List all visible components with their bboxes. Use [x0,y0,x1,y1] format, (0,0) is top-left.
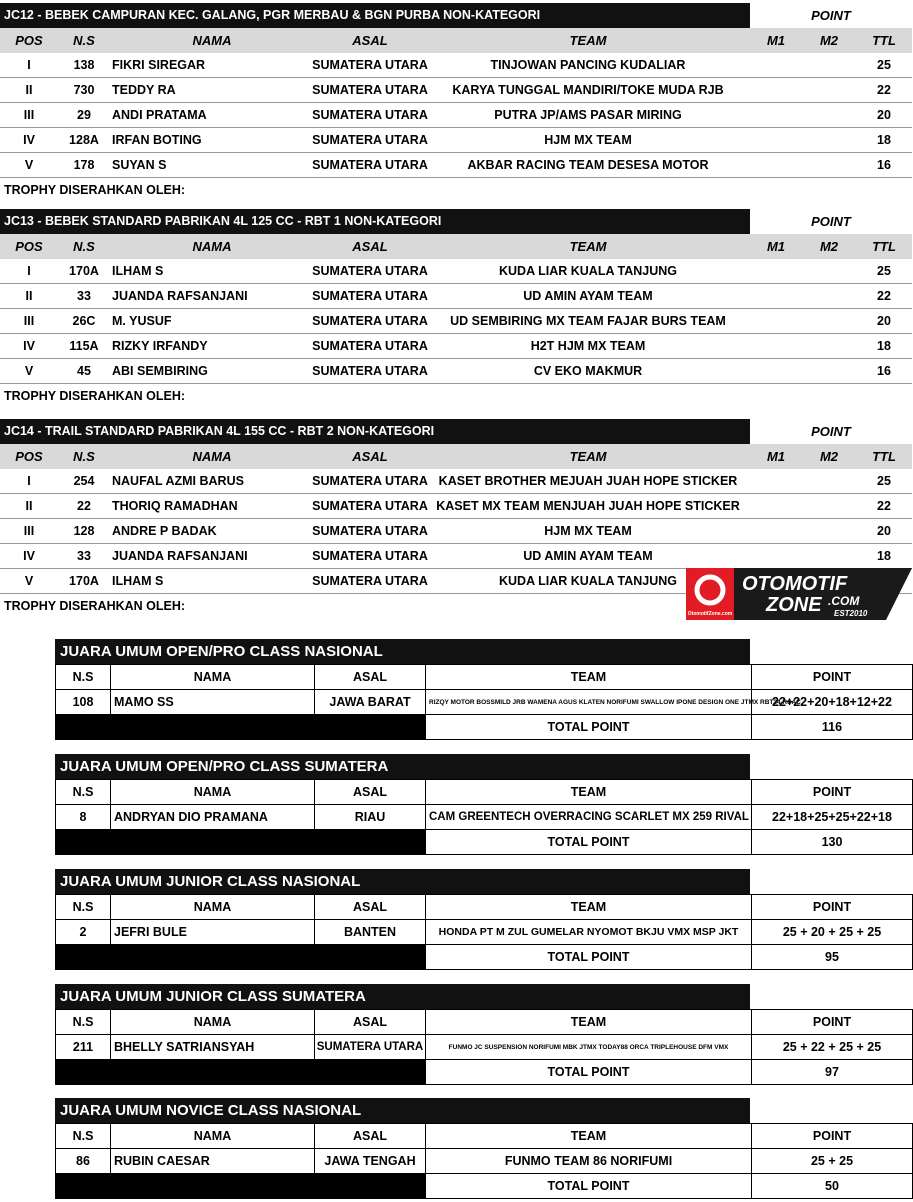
pos: II [25,83,33,97]
trophy-label: TROPHY DISERAHKAN OLEH: [4,599,186,613]
header-ns: N.S [56,780,111,805]
pos: I [27,264,31,278]
header-nama: NAMA [111,780,315,805]
total: 20 [877,524,891,538]
pos: IV [23,339,35,353]
start-number: 138 [73,58,95,72]
team: KASET BROTHER MEJUAH JUAH HOPE STICKER [438,474,738,488]
column-header-row [0,234,912,259]
total: 18 [877,549,891,563]
team: CAM GREENTECH OVERRACING SCARLET MX 259 RIVAL [426,805,752,830]
total: 22 [877,499,891,513]
header-ttl: TTL [872,239,896,254]
juara-header-row [56,1010,913,1035]
total: 18 [877,133,891,147]
start-number: 128 [73,524,95,538]
header-ns: N.S [56,1124,111,1149]
origin: SUMATERA UTARA [312,339,428,353]
header-m1: M1 [766,239,786,254]
origin: SUMATERA UTARA [312,524,428,538]
header-nama: NAMA [192,449,232,464]
total: 25 [877,58,891,72]
origin: SUMATERA UTARA [312,574,428,588]
race-table-jc12 [0,3,912,203]
points-breakdown: 25 + 20 + 25 + 25 [752,920,913,945]
header-team: TEAM [569,239,607,254]
start-number: 170A [69,574,99,588]
juara-total-row [56,1060,913,1085]
team: AKBAR RACING TEAM DESESA MOTOR [467,158,709,172]
origin: SUMATERA UTARA [312,314,428,328]
total-spacer [56,1060,426,1085]
result-row [0,309,912,334]
total-value: 116 [752,715,913,740]
point-label: POINT [811,8,851,23]
header-point: POINT [752,665,913,690]
pos: V [24,158,34,172]
team: UD SEMBIRING MX TEAM FAJAR BURS TEAM [450,314,726,328]
header-ns: N.S [73,449,95,464]
point-label: POINT [811,214,851,229]
rider-name: MAMO SS [111,690,315,715]
header-ns: N.S [73,33,95,48]
result-row [0,103,912,128]
total-value: 130 [752,830,913,855]
class-title: JC12 - BEBEK CAMPURAN KEC. GALANG, PGR MERBAU & BGN PURBA NON-KATEGORI [0,3,750,28]
header-m1: M1 [766,449,786,464]
header-nama: NAMA [111,665,315,690]
points-breakdown: 22+18+25+25+22+18 [752,805,913,830]
header-team: TEAM [426,665,752,690]
rider-name: RIZKY IRFANDY [112,339,208,353]
start-number: 170A [69,264,99,278]
start-number: 29 [77,108,91,122]
header-nama: NAMA [111,1124,315,1149]
header-ns: N.S [56,895,111,920]
trophy-row [0,384,912,409]
point-label: POINT [811,424,851,439]
origin: SUMATERA UTARA [312,264,428,278]
logo-text-zone: ZONE [766,594,822,616]
rider-name: BHELLY SATRIANSYAH [111,1035,315,1060]
total-label: TOTAL POINT [426,1060,752,1085]
total: 22 [877,83,891,97]
origin: SUMATERA UTARA [312,499,428,513]
header-ttl: TTL [872,33,896,48]
result-row [0,469,912,494]
juara-data-row [56,805,913,830]
rider-name: ILHAM S [112,264,164,278]
race-table-jc13 [0,209,912,409]
header-ns: N.S [56,1010,111,1035]
header-m2: M2 [819,449,839,464]
result-row [0,128,912,153]
juara-total-row [56,830,913,855]
column-header-row [0,28,912,53]
result-row [0,259,912,284]
rider-name: RUBIN CAESAR [111,1149,315,1174]
header-asal: ASAL [315,1124,426,1149]
total-label: TOTAL POINT [426,1174,752,1199]
team: TINJOWAN PANCING KUDALIAR [490,58,686,72]
origin: SUMATERA UTARA [312,158,428,172]
origin: BANTEN [315,920,426,945]
rider-name: JEFRI BULE [111,920,315,945]
team: KUDA LIAR KUALA TANJUNG [499,264,677,278]
rider-name: IRFAN BOTING [112,133,202,147]
logo-tagline: EST2010 [834,609,868,618]
total-label: TOTAL POINT [426,945,752,970]
class-title-row [0,419,912,444]
total-value: 97 [752,1060,913,1085]
rider-name: JUANDA RAFSANJANI [112,549,248,563]
pos: IV [23,133,35,147]
header-team: TEAM [569,449,607,464]
rider-name: THORIQ RAMADHAN [112,499,238,513]
header-m2: M2 [819,33,839,48]
juara-table [55,664,913,740]
result-row [0,359,912,384]
juara-title: JUARA UMUM OPEN/PRO CLASS NASIONAL [55,639,750,664]
juara-table [55,894,913,970]
total-value: 95 [752,945,913,970]
juara-box-junior-sumatera [55,984,912,1088]
start-number: 211 [56,1035,111,1060]
juara-box-novice-nasional [55,1098,912,1202]
team: KASET MX TEAM MENJUAH JUAH HOPE STICKER [436,499,740,513]
origin: SUMATERA UTARA [312,549,428,563]
result-row [0,544,912,569]
start-number: 2 [56,920,111,945]
result-row [0,519,912,544]
origin: SUMATERA UTARA [312,364,428,378]
pos: III [23,524,35,538]
header-point: POINT [752,780,913,805]
team: H2T HJM MX TEAM [530,339,646,353]
start-number: 254 [73,474,95,488]
header-pos: POS [15,449,43,464]
header-m2: M2 [819,239,839,254]
start-number: 45 [77,364,91,378]
total-spacer [56,1174,426,1199]
juara-total-row [56,945,913,970]
origin: SUMATERA UTARA [312,83,428,97]
rider-name: NAUFAL AZMI BARUS [112,474,244,488]
origin: RIAU [315,805,426,830]
juara-title: JUARA UMUM NOVICE CLASS NASIONAL [55,1098,750,1123]
total-spacer [56,830,426,855]
pos: II [25,289,33,303]
juara-table [55,779,913,855]
total-label: TOTAL POINT [426,830,752,855]
points-breakdown: 25 + 22 + 25 + 25 [752,1035,913,1060]
juara-total-row [56,1174,913,1199]
pos: III [23,314,35,328]
rider-name: ILHAM S [112,574,164,588]
juara-title: JUARA UMUM JUNIOR CLASS NASIONAL [55,869,750,894]
header-team: TEAM [426,895,752,920]
team: HJM MX TEAM [544,133,632,147]
total: 20 [877,108,891,122]
header-ttl: TTL [872,449,896,464]
juara-title: JUARA UMUM OPEN/PRO CLASS SUMATERA [55,754,750,779]
column-header-row [0,444,912,469]
juara-box-open-sumatera [55,754,912,858]
start-number: 128A [69,133,99,147]
header-asal: ASAL [315,1010,426,1035]
pos: V [24,364,34,378]
header-ns: N.S [56,665,111,690]
juara-table [55,1009,913,1085]
juara-total-row [56,715,913,740]
points-breakdown: 25 + 25 [752,1149,913,1174]
total: 25 [877,264,891,278]
juara-data-row [56,690,913,715]
header-asal: ASAL [315,780,426,805]
juara-header-row [56,1124,913,1149]
total: 16 [877,158,891,172]
juara-box-junior-nasional [55,869,912,973]
rider-name: ANDRE P BADAK [112,524,217,538]
header-point: POINT [752,1010,913,1035]
pos: II [25,499,33,513]
start-number: 115A [69,339,99,353]
total: 25 [877,474,891,488]
total: 18 [877,339,891,353]
total-spacer [56,715,426,740]
pos: III [23,108,35,122]
rider-name: FIKRI SIREGAR [112,58,206,72]
header-asal: ASAL [352,449,388,464]
team: HONDA PT M ZUL GUMELAR NYOMOT BKJU VMX MSP JKT [426,920,752,945]
team: RIZQY MOTOR BOSSMILD JRB WAMENA AGUS KLATEN NORIFUMI SWALLOW IPONE DESIGN ONE JTMX RBT34 RSAC [426,690,752,715]
result-row [0,284,912,309]
pos: IV [23,549,35,563]
start-number: 22 [77,499,91,513]
header-team: TEAM [426,780,752,805]
class-title: JC14 - TRAIL STANDARD PABRIKAN 4L 155 CC - RBT 2 NON-KATEGORI [0,419,750,444]
juara-table [55,1123,913,1199]
class-title: JC13 - BEBEK STANDARD PABRIKAN 4L 125 CC - RBT 1 NON-KATEGORI [0,209,750,234]
team: KARYA TUNGGAL MANDIRI/TOKE MUDA RJB [452,83,724,97]
juara-data-row [56,1035,913,1060]
origin: SUMATERA UTARA [312,133,428,147]
start-number: 26C [72,314,96,328]
header-point: POINT [752,895,913,920]
team: FUNMO JC SUSPENSION NORIFUMI MBK JTMX TODAY88 ORCA TRIPLEHOUSE DFM VMX [426,1035,752,1060]
header-asal: ASAL [315,665,426,690]
total: 20 [877,314,891,328]
juara-header-row [56,780,913,805]
origin: JAWA TENGAH [315,1149,426,1174]
origin: SUMATERA UTARA [312,108,428,122]
team: HJM MX TEAM [544,524,632,538]
header-team: TEAM [569,33,607,48]
logo-small-text: OtomotifZone.com [687,611,733,617]
header-point: POINT [752,1124,913,1149]
logo-text-com: .COM [828,594,860,608]
origin: SUMATERA UTARA [312,58,428,72]
header-pos: POS [15,239,43,254]
juara-box-open-nasional [55,639,912,743]
team: KUDA LIAR KUALA TANJUNG [499,574,677,588]
result-row [0,334,912,359]
team: UD AMIN AYAM TEAM [523,549,653,563]
header-team: TEAM [426,1124,752,1149]
start-number: 86 [56,1149,111,1174]
header-asal: ASAL [352,239,388,254]
trophy-label: TROPHY DISERAHKAN OLEH: [4,183,186,197]
start-number: 33 [77,549,91,563]
header-asal: ASAL [315,895,426,920]
rider-name: ANDRYAN DIO PRAMANA [111,805,315,830]
total-value: 50 [752,1174,913,1199]
class-title-row [0,3,912,28]
result-row [0,53,912,78]
total: 16 [877,364,891,378]
total: 22 [877,289,891,303]
points-breakdown: 22+22+20+18+12+22 [752,690,913,715]
total-label: TOTAL POINT [426,715,752,740]
juara-data-row [56,920,913,945]
rider-name: TEDDY RA [112,83,176,97]
result-row [0,153,912,178]
pos: I [27,474,31,488]
total-spacer [56,945,426,970]
rider-name: SUYAN S [112,158,167,172]
start-number: 8 [56,805,111,830]
header-nama: NAMA [192,33,232,48]
team: FUNMO TEAM 86 NORIFUMI [426,1149,752,1174]
team: PUTRA JP/AMS PASAR MIRING [494,108,682,122]
rider-name: M. YUSUF [112,314,172,328]
rider-name: ANDI PRATAMA [112,108,207,122]
header-asal: ASAL [352,33,388,48]
origin: SUMATERA UTARA [312,289,428,303]
juara-title: JUARA UMUM JUNIOR CLASS SUMATERA [55,984,750,1009]
juara-header-row [56,665,913,690]
team: CV EKO MAKMUR [533,364,643,378]
logo-text-otomotif: OTOMOTIF [742,573,848,595]
result-row [0,78,912,103]
team: UD AMIN AYAM TEAM [523,289,653,303]
rider-name: JUANDA RAFSANJANI [112,289,248,303]
origin: SUMATERA UTARA [315,1035,426,1060]
origin: JAWA BARAT [315,690,426,715]
juara-header-row [56,895,913,920]
trophy-row [0,178,912,203]
start-number: 178 [73,158,95,172]
rider-name: ABI SEMBIRING [112,364,208,378]
juara-data-row [56,1149,913,1174]
start-number: 108 [56,690,111,715]
header-nama: NAMA [192,239,232,254]
header-m1: M1 [766,33,786,48]
origin: SUMATERA UTARA [312,474,428,488]
header-team: TEAM [426,1010,752,1035]
result-row [0,494,912,519]
start-number: 730 [73,83,95,97]
start-number: 33 [77,289,91,303]
trophy-label: TROPHY DISERAHKAN OLEH: [4,389,186,403]
otomotifzone-logo [686,568,912,620]
header-nama: NAMA [111,1010,315,1035]
header-ns: N.S [73,239,95,254]
pos: I [27,58,31,72]
header-nama: NAMA [111,895,315,920]
header-pos: POS [15,33,43,48]
pos: V [24,574,34,588]
class-title-row [0,209,912,234]
